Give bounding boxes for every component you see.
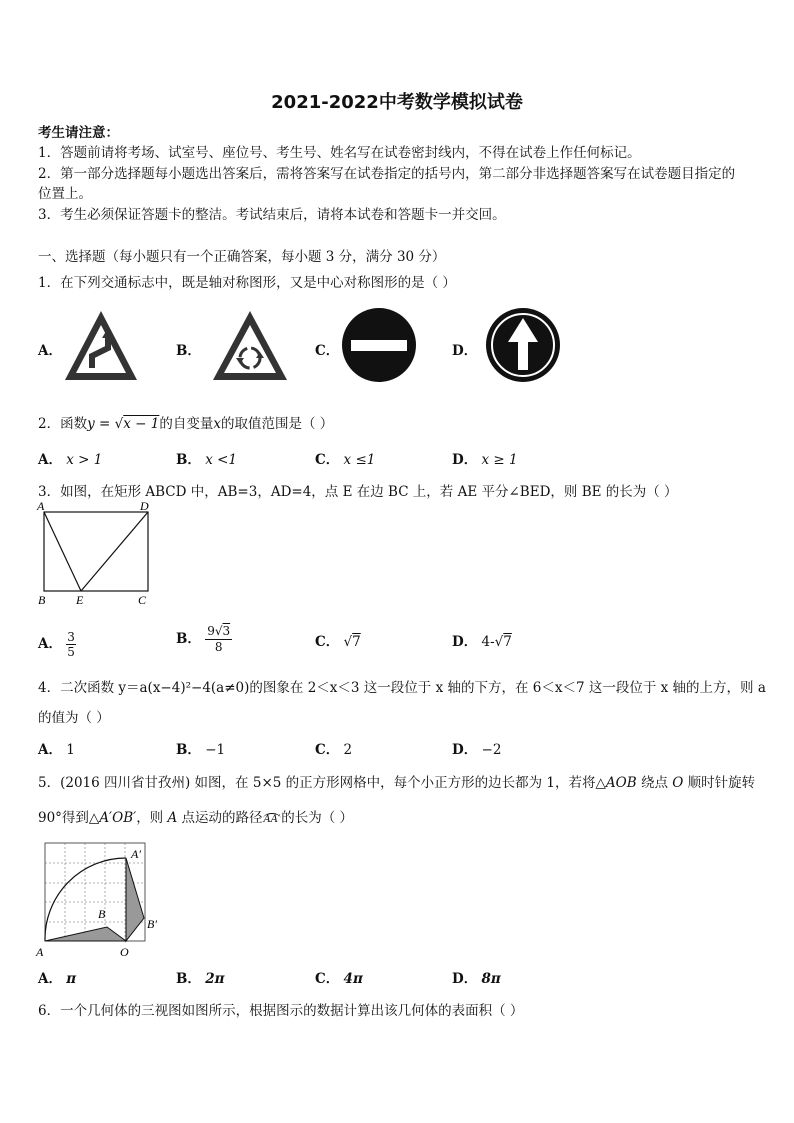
q1-option-c-label: C． [315, 343, 340, 359]
question-4-stem: 4．二次函数 y＝a(x−4)²−4(a≠0)的图象在 2＜x＜3 这一段位于 x 轴的下方，在 6＜x＜7 这一段位于 x 轴的上方，则 a [38, 680, 766, 696]
vertex-c-label: C [138, 593, 147, 607]
fraction: $\frac{3}{5}$ [67, 630, 75, 659]
vertex-b-label: B [38, 593, 46, 607]
question-2-stem: 2．函数y = √x − 1的自变量x的取值范围是（ ） [38, 416, 334, 432]
page-title: 2021-2022中考数学模拟试卷 [271, 92, 523, 113]
point-b-label: B [98, 907, 106, 921]
q3-option-a: A． $\frac{3}{5}$ [38, 630, 75, 659]
q1-option-a-label: A． [38, 343, 62, 359]
q5-option-a: A． π [38, 971, 77, 987]
point-a-prime-label: A′ [131, 847, 141, 861]
q2-option-c: C． x ≤1 [315, 452, 376, 468]
q3-option-d: D． 4-√7 [452, 634, 512, 650]
vertex-a-label: A [37, 499, 45, 513]
grid-rotation-figure [34, 836, 170, 960]
sign-straight-ahead-icon [484, 306, 562, 384]
sqrt-expression: √x − 1 [114, 416, 160, 432]
q3-option-b: B． $\frac{9√3}{8}$ [176, 624, 231, 654]
point-a-label: A [36, 945, 44, 959]
sign-roundabout-warning-icon [210, 308, 290, 383]
vertex-d-label: D [140, 499, 149, 513]
q1-option-d-label: D． [452, 343, 478, 359]
point-b-prime-label: B′ [147, 917, 157, 931]
section-heading: 一、选择题（每小题只有一个正确答案，每小题 3 分，满分 30 分） [38, 249, 446, 265]
q2-option-d: D． x ≥ 1 [452, 452, 518, 468]
question-4-stem-cont: 的值为（ ） [38, 710, 110, 726]
arc-notation: AA′ [263, 814, 281, 825]
q5-option-d: D． 8π [452, 971, 501, 987]
q2-option-b: B． x <1 [176, 452, 238, 468]
fraction: $\frac{9√3}{8}$ [207, 624, 231, 654]
notice-item-3: 3．考生必须保证答题卡的整洁。考试结束后，请将本试卷和答题卡一并交回。 [38, 207, 506, 223]
q4-option-d: D． −2 [452, 742, 502, 758]
q5-option-b: B． 2π [176, 971, 225, 987]
question-3-stem: 3．如图，在矩形 ABCD 中，AB=3，AD=4，点 E 在边 BC 上，若 AE 平分∠BED，则 BE 的长为（ ） [38, 484, 678, 500]
q4-option-b: B． −1 [176, 742, 226, 758]
notice-item-1: 1．答题前请将考场、试室号、座位号、考生号、姓名写在试卷密封线内，不得在试卷上作任何标记。 [38, 145, 641, 161]
q5-option-c: C． 4π [315, 971, 363, 987]
question-1-stem: 1．在下列交通标志中，既是轴对称图形，又是中心对称图形的是（ ） [38, 275, 456, 291]
q1-option-b-label: B． [176, 343, 201, 359]
sign-curve-warning-icon [62, 308, 140, 383]
question-5-stem-cont: 90°得到△A′OB′，则 A 点运动的路径AA′的长为（ ） [38, 810, 354, 826]
notice-item-2-cont: 位置上。 [38, 186, 92, 202]
rectangle-abcd-figure [34, 498, 160, 608]
question-5-stem: 5．(2016 四川省甘孜州) 如图，在 5×5 的正方形网格中，每个小正方形的边长都为 1，若将△AOB 绕点 O 顺时针旋转 [38, 775, 756, 791]
notice-item-2: 2．第一部分选择题每小题选出答案后，需将答案写在试卷指定的括号内，第二部分非选择题答案写在试卷题目指定的 [38, 166, 736, 182]
question-6-stem: 6．一个几何体的三视图如图所示，根据图示的数据计算出该几何体的表面积（ ） [38, 1003, 524, 1019]
point-o-label: O [120, 945, 129, 959]
q4-option-a: A． 1 [38, 742, 75, 758]
q4-option-c: C． 2 [315, 742, 353, 758]
q2-option-a: A． x > 1 [38, 452, 103, 468]
point-e-label: E [76, 593, 84, 607]
q3-option-c: C． √7 [315, 634, 361, 650]
notice-heading: 考生请注意： [38, 125, 119, 141]
sign-no-entry-icon [340, 306, 418, 384]
